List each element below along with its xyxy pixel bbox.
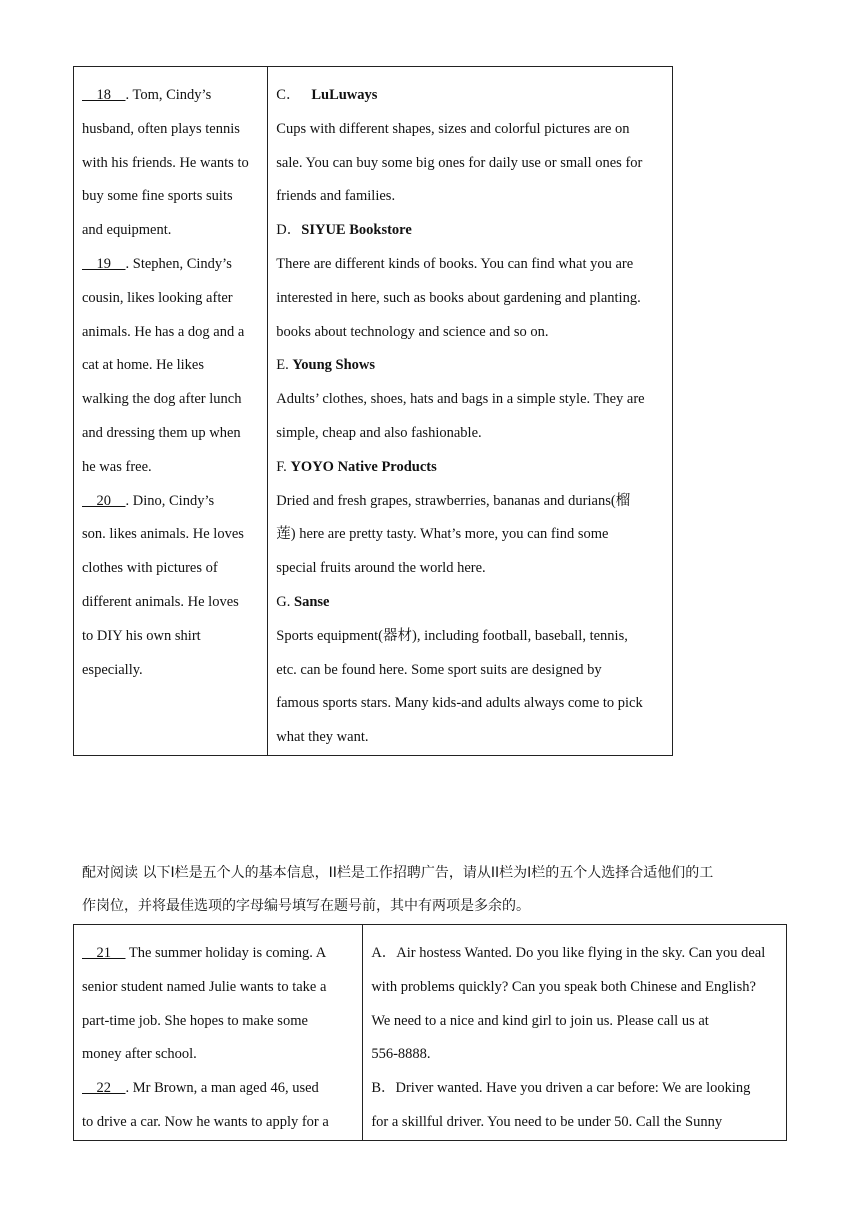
- option-d-line: interested in here, such as books about gardening and planting.: [276, 289, 641, 306]
- option-f-line: Dried and fresh grapes, strawberries, bananas and durians(榴: [276, 492, 631, 509]
- option-c-line: friends and families.: [276, 188, 396, 205]
- question-20-line: clothes with pictures of: [82, 560, 218, 577]
- question-18-line: husband, often plays tennis: [82, 120, 240, 137]
- question-19-line: animals. He has a dog and a: [82, 323, 245, 340]
- answer-blank-22[interactable]: 22: [96, 1080, 111, 1097]
- question-21-first-line: 21 The summer holiday is coming. A: [82, 937, 354, 971]
- matching-table-2: [73, 924, 787, 1141]
- question-19-line: he was free.: [82, 458, 152, 475]
- option-g-line: etc. can be found here. Some sport suits are designed by: [276, 661, 602, 678]
- question-18-line: buy some fine sports suits: [82, 188, 233, 205]
- instruction-line: 作岗位，并将最佳选项的字母编号填写在题号前，其中有两项是多余的。: [82, 898, 530, 914]
- question-20-line: to DIY his own shirt: [82, 627, 201, 644]
- question-19-line: and dressing them up when: [82, 424, 241, 441]
- option-g-line: Sports equipment(器材), including football, baseball, tennis,: [276, 627, 628, 644]
- option-e-line: Adults’ clothes, shoes, hats and bags in a simple style. They are: [276, 391, 645, 408]
- option-c-line: Cups with different shapes, sizes and colorful pictures are on: [276, 120, 630, 137]
- option-g-heading: G. Sanse: [276, 593, 330, 610]
- option-b-line: for a skillful driver. You need to be under 50. Call the Sunny: [371, 1113, 723, 1130]
- option-a-line: with problems quickly? Can you speak both Chinese and English?: [371, 978, 756, 995]
- option-g-line: famous sports stars. Many kids-and adults always come to pick: [276, 695, 643, 712]
- option-f-line: special fruits around the world here.: [276, 560, 486, 577]
- matching-instructions: [82, 857, 782, 923]
- question-21-line: money after school.: [82, 1046, 197, 1063]
- question-19-line: cousin, likes looking after: [82, 289, 233, 306]
- option-b-line: B．Driver wanted. Have you driven a car before: We are looking: [371, 1080, 751, 1097]
- question-19-line: cat at home. He likes: [82, 357, 204, 374]
- answer-blank-21[interactable]: 21: [96, 945, 111, 961]
- option-a-line: A．Air hostess Wanted. Do you like flying in the sky. Can you deal: [371, 945, 766, 961]
- question-19-line: walking the dog after lunch: [82, 391, 242, 408]
- answer-blank-18[interactable]: 18: [96, 87, 111, 103]
- question-20-first-line: 20 . Dino, Cindy’s: [82, 485, 259, 519]
- question-21-line: part-time job. She hopes to make some: [82, 1012, 308, 1029]
- question-20-line: different animals. He loves: [82, 593, 239, 610]
- matching-table-1: [73, 66, 673, 756]
- option-d-line: There are different kinds of books. You can find what you are: [276, 255, 634, 272]
- question-22-line: to drive a car. Now he wants to apply for a: [82, 1113, 329, 1130]
- option-a-line: 556-8888.: [371, 1046, 431, 1063]
- option-f-heading: F. YOYO Native Products: [276, 458, 437, 475]
- shops-column: [268, 67, 673, 756]
- people-column-2: [74, 925, 363, 1141]
- question-18-line: and equipment.: [82, 222, 172, 239]
- question-20-line: son. likes animals. He loves: [82, 526, 244, 543]
- question-21-line: senior student named Julie wants to take a: [82, 978, 327, 995]
- option-d-line: books about technology and science and so on.: [276, 323, 549, 340]
- answer-blank-20[interactable]: 20: [96, 492, 111, 509]
- people-column-1: [74, 67, 268, 756]
- instruction-line: 配对阅读 以下I栏是五个人的基本信息，II栏是工作招聘广告，请从II栏为I栏的五个人选择合适他们的工: [82, 865, 714, 881]
- option-a-line: We need to a nice and kind girl to join us. Please call us at: [371, 1012, 709, 1029]
- job-ads-column: [363, 925, 787, 1141]
- option-c-heading: C． LuLuways: [276, 87, 378, 103]
- question-18-line: with his friends. He wants to: [82, 154, 249, 171]
- question-22-first-line: 22 . Mr Brown, a man aged 46, used: [82, 1072, 354, 1106]
- option-c-line: sale. You can buy some big ones for daily use or small ones for: [276, 154, 643, 171]
- question-19-first-line: 19 . Stephen, Cindy’s: [82, 248, 259, 282]
- option-e-line: simple, cheap and also fashionable.: [276, 424, 482, 441]
- option-d-heading: D．SIYUE Bookstore: [276, 222, 412, 239]
- option-g-line: what they want.: [276, 729, 369, 746]
- question-18-first-line: 18 . Tom, Cindy’s: [82, 79, 259, 113]
- option-e-heading: E. Young Shows: [276, 357, 376, 374]
- option-f-line: 莲) here are pretty tasty. What’s more, you can find some: [276, 526, 609, 543]
- question-20-line: especially.: [82, 661, 143, 678]
- answer-blank-19[interactable]: 19: [96, 255, 111, 272]
